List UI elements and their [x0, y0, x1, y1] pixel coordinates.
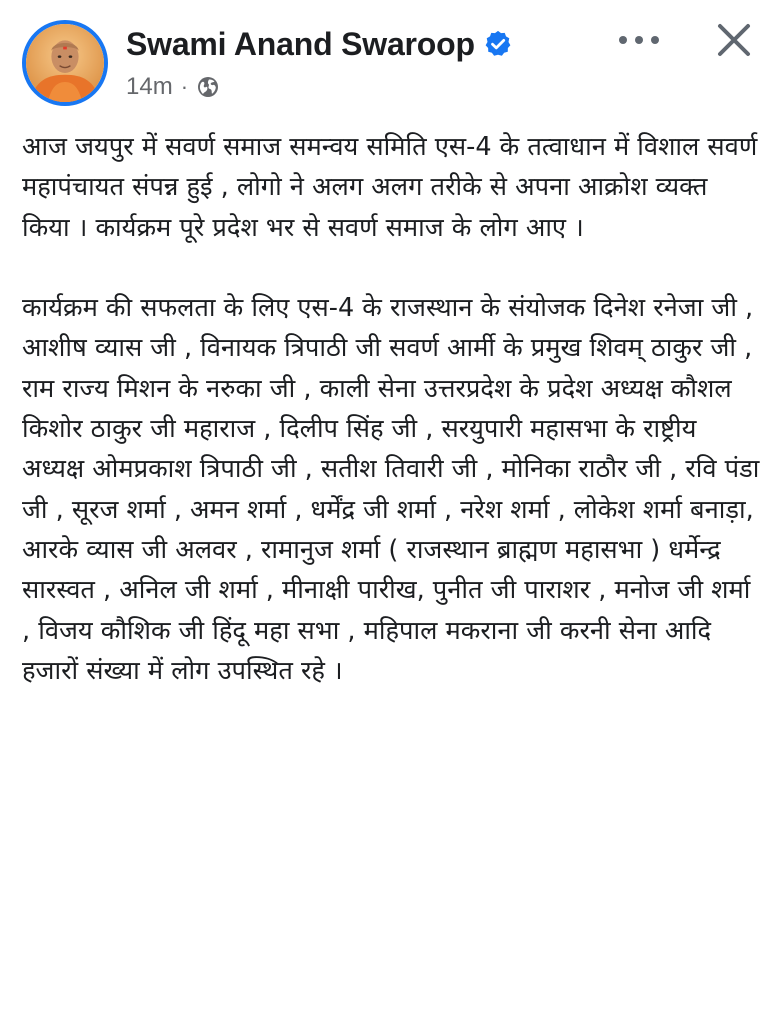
author-avatar[interactable]: [22, 20, 108, 106]
verified-badge-icon: [483, 29, 513, 59]
author-name[interactable]: Swami Anand Swaroop: [126, 25, 475, 62]
globe-icon[interactable]: [196, 75, 220, 99]
post-meta: [126, 72, 220, 102]
close-icon: [716, 22, 752, 58]
close-post-button[interactable]: [708, 14, 760, 66]
author-row: [126, 22, 513, 66]
avatar-image: [26, 24, 104, 102]
more-horizontal-icon: [617, 35, 661, 45]
post-text: [22, 127, 762, 691]
post-paragraph-1: आज जयपुर में सवर्ण समाज समन्वय समिति एस-4 के तत्वाधान में विशाल सवर्ण महापंचायत संपन्न हुई , लोगो ने अलग अलग तरीके से अपना आक्रोश व्यक्त किया । कार्यक्रम पूरे प्रदेश भर से सवर्ण समाज के लोग आए ।: [22, 132, 758, 243]
paragraph-spacer: [22, 248, 762, 288]
meta-separator: ·: [180, 74, 189, 99]
post-paragraph-2: कार्यक्रम की सफलता के लिए एस-4 के राजस्थान के संयोजक दिनेश रनेजा जी , आशीष व्यास जी , विनायक त्रिपाठी जी सवर्ण आर्मी के प्रमुख शिवम् ठाकुर जी , राम राज्य मिशन के नरुका जी , काली सेना उत्तरप्रदेश के प्रदेश अध्यक्ष कौशल किशोर ठाकुर जी महाराज , दिलीप सिंह जी , सरयुपारी महासभा के राष्ट्रीय अध्यक्ष ओमप्रकाश त्रिपाठी जी , सतीश तिवारी जी , मोनिका राठौर जी , रवि पंडा जी , सूरज शर्मा , अमन शर्मा , धर्मेंद्र जी शर्मा , नरेश शर्मा , लोकेश शर्मा बनाड़ा, आरके व्यास जी अलवर , रामानुज शर्मा ( राजस्थान ब्राह्मण महासभा ) धर्मेन्द्र सारस्वत , अनिल जी शर्मा , मीनाक्षी पारीख, पुनीत जी पाराशर , मनोज जी शर्मा , विजय कौशिक जी हिंदू महा सभा , महिपाल मकराना जी करनी सेना आदि हजारों संख्या में लोग उपस्थित रहे ।: [22, 293, 760, 686]
post-timestamp[interactable]: 14m: [126, 73, 173, 100]
post-header: [0, 0, 778, 118]
more-options-button[interactable]: [612, 22, 666, 58]
